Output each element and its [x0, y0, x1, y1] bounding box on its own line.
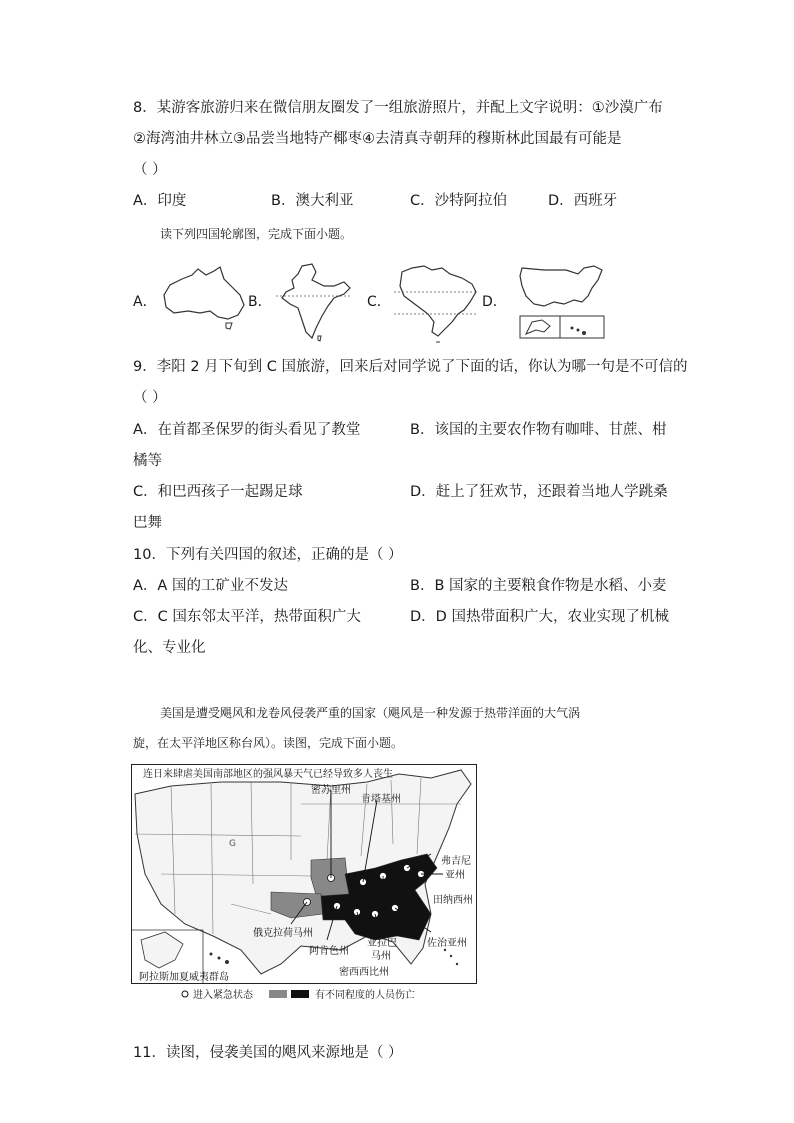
q8-option-d: D．西班牙	[548, 193, 618, 209]
q10-option-d: D．D 国热带面积广大，农业实现了机械	[410, 609, 669, 625]
q10-option-a: A．A 国的工矿业不发达	[133, 578, 288, 594]
legend-black-swatch	[291, 990, 309, 998]
q8-answer-paren: （ ）	[133, 162, 167, 178]
q9-answer-paren: （ ）	[133, 390, 167, 406]
q10-option-b: B．B 国家的主要粮食作物是水稻、小麦	[410, 578, 667, 594]
legend-casualties: 有不同程度的人员伤亡	[315, 990, 415, 1001]
q9-option-d-cont: 巴舞	[133, 515, 162, 531]
legend-emergency-marker	[182, 991, 188, 997]
label-virginia-1: 弗吉尼	[441, 856, 471, 867]
usa-intro-line-2: 旋，在太平洋地区称台风）。读图，完成下面小题。	[133, 736, 404, 750]
q11-line-1: 11．读图，侵袭美国的飓风来源地是（ ）	[133, 1045, 403, 1061]
map-label-a: A．	[133, 294, 157, 310]
label-missouri: 密苏里州	[311, 785, 351, 796]
usa-outline	[514, 262, 610, 342]
label-oklahoma: 俄克拉荷马州	[253, 928, 313, 939]
q9-option-c: C．和巴西孩子一起踢足球	[133, 484, 303, 500]
q10-option-d-cont: 化、专业化	[133, 640, 206, 656]
maps-intro: 读下列四国轮廓图，完成下面小题。	[160, 227, 353, 241]
map-label-d: D．	[482, 294, 507, 310]
label-virginia-2: 亚州	[445, 870, 465, 881]
q9-option-b: B．该国的主要农作物有咖啡、甘蔗、柑	[410, 422, 667, 438]
q8-option-a: A．印度	[133, 193, 187, 209]
q8-line-2: ②海湾油井林立③品尝当地特产椰枣④去清真寺朝拜的穆斯林此国最有可能是	[133, 131, 622, 147]
label-tennessee: 田纳西州	[433, 895, 473, 906]
q9-option-d: D．赶上了狂欢节，还跟着当地人学跳桑	[410, 484, 668, 500]
q8-option-c: C．沙特阿拉伯	[410, 193, 508, 209]
q10-option-c: C．C 国东邻太平洋，热带面积广大	[133, 609, 361, 625]
usa-intro-line-1: 美国是遭受飓风和龙卷风侵袭严重的国家（飓风是一种发源于热带洋面的大气涡	[160, 706, 581, 720]
usa-storm-map	[131, 764, 477, 1002]
q9-option-a: A．在首都圣保罗的街头看见了教堂	[133, 422, 361, 438]
label-kentucky: 肯塔基州	[361, 794, 401, 805]
label-alaska-hawaii: 阿拉斯加夏威夷群岛	[139, 972, 229, 983]
svg-text:G: G	[229, 839, 236, 849]
map-label-c: C．	[367, 294, 391, 310]
australia-outline	[160, 265, 248, 333]
legend-grey-swatch	[269, 990, 287, 998]
q9-option-b-cont: 橘等	[133, 453, 162, 469]
q8-option-b: B．澳大利亚	[271, 193, 354, 209]
storm-map-title: 连日来肆虐美国南部地区的强风暴天气已经导致多人丧生	[143, 769, 393, 780]
q8-line-1: 8．某游客旅游归来在微信朋友圈发了一组旅游照片，并配上文字说明：①沙漠广布	[133, 100, 663, 116]
q10-line-1: 10．下列有关四国的叙述，正确的是（ ）	[133, 547, 403, 563]
india-outline	[272, 262, 354, 342]
label-alabama-1: 亚拉巴	[367, 938, 397, 949]
legend-emergency: 进入紧急状态	[193, 990, 253, 1001]
label-arkansas: 阿肯色州	[309, 946, 349, 957]
label-alabama-2: 马州	[371, 951, 391, 962]
label-mississippi: 密西西比州	[339, 967, 389, 978]
q9-line-1: 9．李阳 2 月下旬到 C 国旅游，回来后对同学说了下面的话，你认为哪一句是不可信的	[133, 359, 688, 375]
map-label-b: B．	[248, 294, 272, 310]
label-georgia: 佐治亚州	[427, 938, 467, 949]
brazil-outline	[392, 262, 480, 346]
